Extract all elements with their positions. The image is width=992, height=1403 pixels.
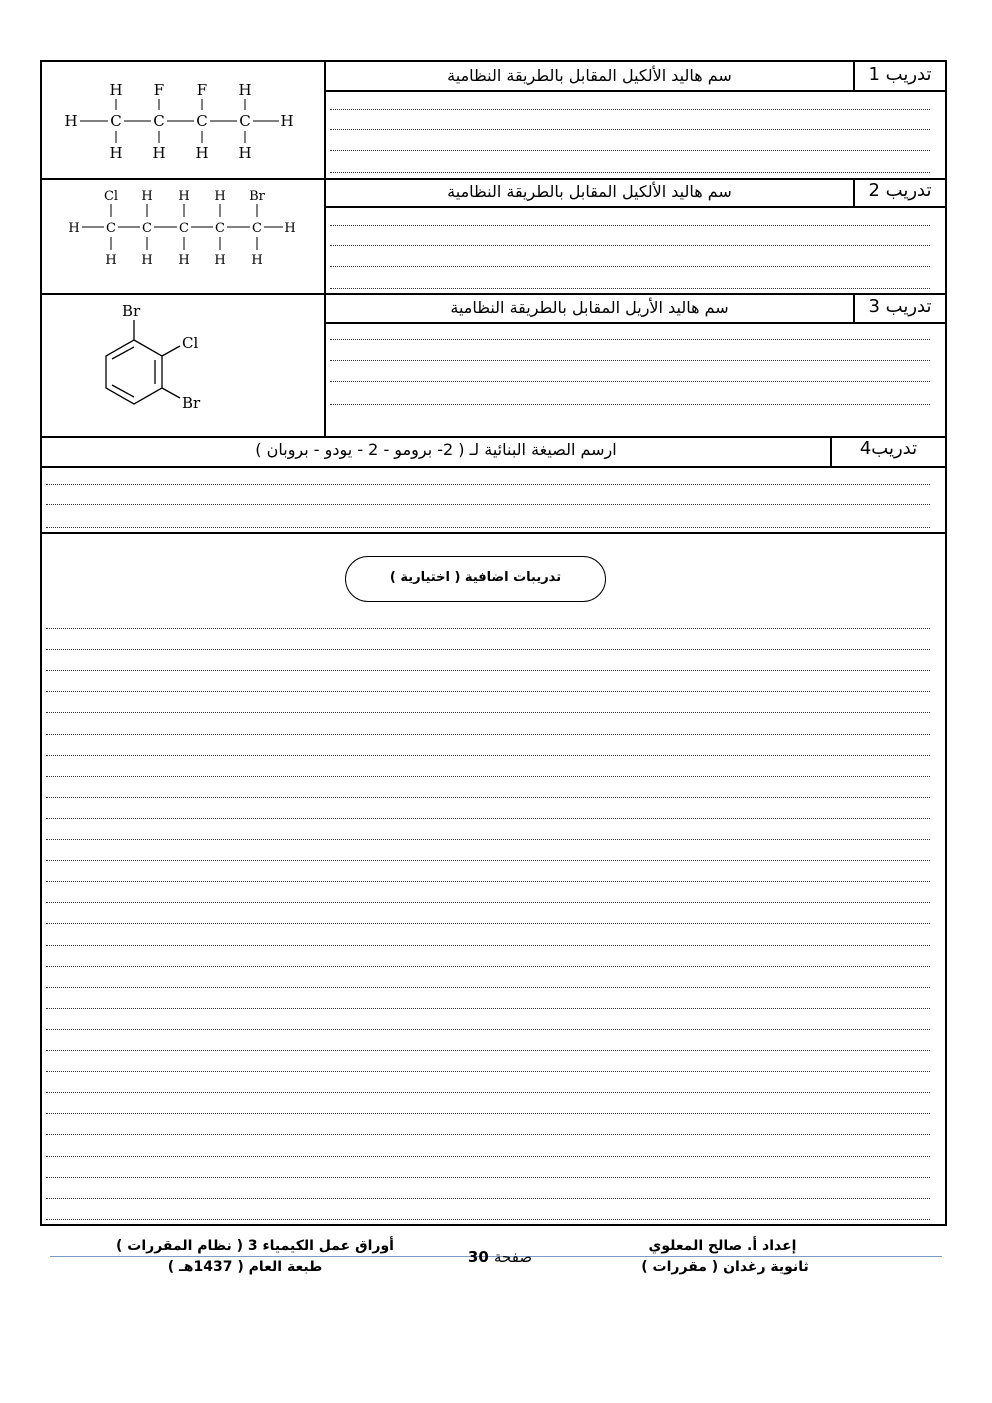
answer-line[interactable]: [46, 628, 930, 629]
footer-page: [440, 1248, 560, 1266]
answer-line[interactable]: [46, 797, 930, 798]
answer-line[interactable]: [46, 670, 930, 671]
row-divider: [42, 436, 945, 438]
structure-1: [52, 72, 312, 172]
answer-line[interactable]: [46, 1071, 930, 1072]
atom-label: H: [141, 189, 153, 204]
atom-label: H: [280, 112, 294, 130]
answer-line[interactable]: [46, 987, 930, 988]
atom-label: C: [142, 221, 152, 236]
answer-line[interactable]: [46, 881, 930, 882]
title-divider: [325, 322, 945, 324]
answer-line[interactable]: [330, 245, 930, 246]
title-divider: [325, 90, 945, 92]
substituent-label: Br: [182, 394, 201, 412]
answer-line[interactable]: [330, 150, 930, 151]
answer-line[interactable]: [330, 225, 930, 226]
answer-line[interactable]: [46, 839, 930, 840]
atom-label: Br: [249, 189, 265, 204]
atom-label: C: [153, 112, 165, 130]
answer-line[interactable]: [46, 1177, 930, 1178]
answer-line[interactable]: [46, 1219, 930, 1220]
atom-label: H: [214, 253, 226, 268]
answer-line[interactable]: [46, 1050, 930, 1051]
exercise-2-prompt: سم هاليد الألكيل المقابل بالطريقة النظامية: [447, 182, 732, 201]
atom-label: H: [105, 253, 117, 268]
atom-label: H: [64, 112, 78, 130]
answer-line[interactable]: [46, 1134, 930, 1135]
answer-line[interactable]: [330, 129, 930, 130]
page-label: صفحة: [494, 1248, 533, 1266]
atom-label: F: [196, 81, 208, 99]
answer-line[interactable]: [330, 360, 930, 361]
atom-label: C: [239, 112, 251, 130]
atom-label: C: [252, 221, 262, 236]
answer-line[interactable]: [330, 172, 930, 173]
page-number: 30: [467, 1248, 489, 1266]
answer-line[interactable]: [46, 923, 930, 924]
answer-line[interactable]: [46, 712, 930, 713]
atom-label: H: [195, 144, 209, 162]
atom-label: H: [109, 81, 123, 99]
atom-label: H: [251, 253, 263, 268]
atom-label: C: [215, 221, 225, 236]
answer-line[interactable]: [46, 734, 930, 735]
footer-edition: طبعة العام ( 1437هـ ): [167, 1259, 323, 1275]
column-divider: [324, 62, 326, 436]
title-divider: [325, 206, 945, 208]
answer-line[interactable]: [46, 484, 930, 485]
substituent-label: Br: [122, 302, 141, 320]
atom-label: Cl: [103, 189, 119, 204]
atom-label: H: [109, 144, 123, 162]
exercise-1-label: تدريب 1: [868, 64, 932, 85]
answer-line[interactable]: [46, 504, 930, 505]
answer-line[interactable]: [46, 1029, 930, 1030]
atom-label: H: [238, 81, 252, 99]
answer-line[interactable]: [330, 404, 930, 405]
atom-label: H: [68, 221, 80, 236]
exercise-1-prompt: سم هاليد الألكيل المقابل بالطريقة النظامية: [447, 66, 732, 85]
substituent-label: Cl: [182, 334, 199, 352]
answer-line[interactable]: [46, 1198, 930, 1199]
row-divider: [42, 532, 945, 534]
atom-label: H: [178, 189, 190, 204]
atom-label: C: [196, 112, 208, 130]
exercise-4-prompt: ارسم الصيغة البنائية لـ ( 2- برومو - 2 - يودو - بروبان ): [255, 440, 617, 459]
atom-label: H: [284, 221, 296, 236]
extra-exercises-title: تدريبات اضافية ( اختيارية ): [345, 556, 606, 602]
atom-label: H: [214, 189, 226, 204]
answer-line[interactable]: [46, 1156, 930, 1157]
atom-label: H: [152, 144, 166, 162]
answer-line[interactable]: [330, 109, 930, 110]
answer-line[interactable]: [330, 339, 930, 340]
exercise-2-label: تدريب 2: [868, 180, 932, 201]
answer-line[interactable]: [46, 527, 930, 528]
answer-line[interactable]: [330, 266, 930, 267]
answer-line[interactable]: [46, 966, 930, 967]
answer-line[interactable]: [46, 902, 930, 903]
atom-label: C: [110, 112, 122, 130]
answer-line[interactable]: [46, 776, 930, 777]
exercise-3-label: تدريب 3: [868, 296, 932, 317]
benzene-ring: [106, 320, 180, 404]
answer-line[interactable]: [330, 381, 930, 382]
row-divider: [42, 466, 945, 468]
row-divider: [42, 178, 945, 180]
structure-2: [56, 184, 316, 290]
structure-3: [82, 298, 262, 433]
answer-line[interactable]: [46, 1008, 930, 1009]
answer-line[interactable]: [46, 860, 930, 861]
atom-label: C: [106, 221, 116, 236]
answer-line[interactable]: [330, 288, 930, 289]
worksheet: [40, 60, 947, 1226]
atom-label: C: [179, 221, 189, 236]
atom-label: F: [153, 81, 165, 99]
atom-label: H: [141, 253, 153, 268]
atom-label: H: [238, 144, 252, 162]
answer-line[interactable]: [46, 945, 930, 946]
answer-line[interactable]: [46, 691, 930, 692]
exercise-3-prompt: سم هاليد الأريل المقابل بالطريقة النظامية: [450, 298, 729, 317]
row-divider: [42, 293, 945, 295]
answer-line[interactable]: [46, 755, 930, 756]
answer-line[interactable]: [46, 1113, 930, 1114]
answer-line[interactable]: [46, 649, 930, 650]
footer-author: إعداد أ. صالح المعلوي: [648, 1238, 797, 1254]
exercise-4-label: تدريب4: [859, 438, 918, 459]
answer-line[interactable]: [46, 818, 930, 819]
atom-label: H: [178, 253, 190, 268]
footer-book: أوراق عمل الكيمياء 3 ( نظام المقررات ): [116, 1238, 394, 1254]
footer-school: ثانوية رغدان ( مقررات ): [641, 1259, 809, 1275]
answer-line[interactable]: [46, 1092, 930, 1093]
